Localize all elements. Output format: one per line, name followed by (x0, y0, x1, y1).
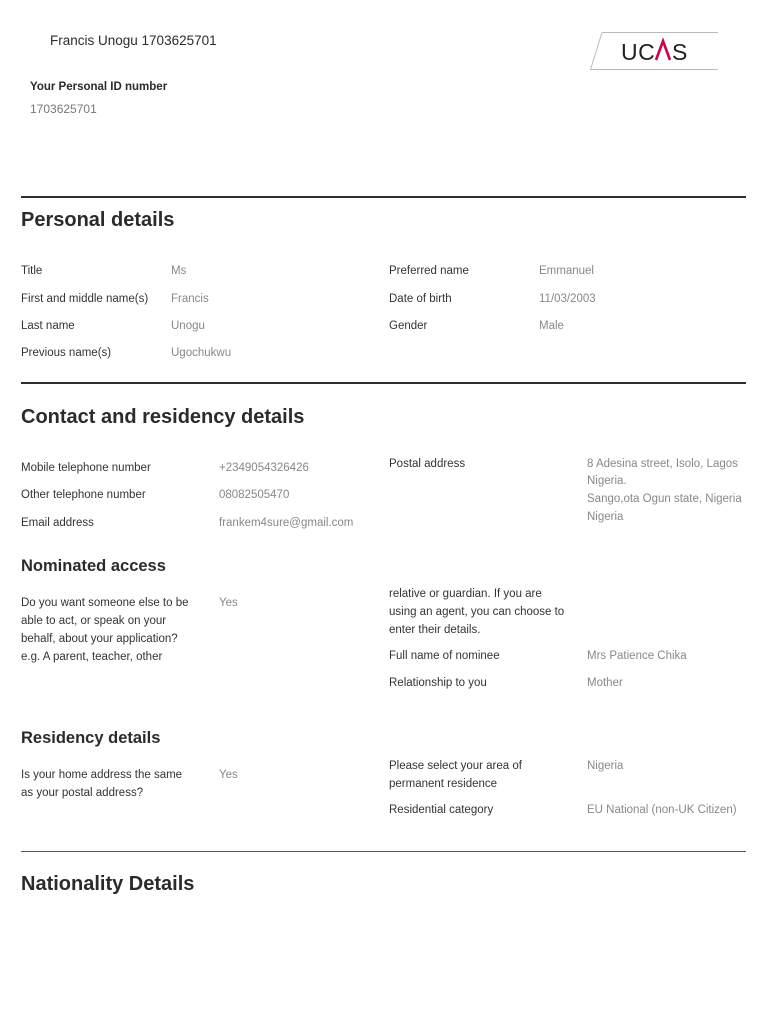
email-value: frankem4sure@gmail.com (219, 517, 354, 529)
gender-value: Male (539, 320, 564, 332)
home-same-question-line: Is your home address the same (21, 769, 183, 781)
relationship-value: Mother (587, 677, 623, 689)
nominated-question-line: e.g. A parent, teacher, other (21, 651, 163, 663)
first-name-value: Francis (171, 293, 209, 305)
area-residence-label-line: permanent residence (389, 778, 498, 790)
preferred-name-label: Preferred name (389, 265, 469, 277)
last-name-value: Unogu (171, 320, 205, 332)
ucas-logo (590, 32, 718, 70)
personal-details-heading: Personal details (21, 209, 175, 231)
nominated-question-line: Do you want someone else to be (21, 597, 189, 609)
postal-address-label: Postal address (389, 458, 466, 470)
postal-address-line: Sango,ota Ogun state, Nigeria (587, 493, 742, 505)
area-residence-label-line: Please select your area of (389, 760, 522, 772)
first-name-label: First and middle name(s) (21, 293, 149, 305)
nominated-access-heading: Nominated access (21, 557, 166, 575)
home-same-answer: Yes (219, 769, 238, 781)
contact-heading: Contact and residency details (21, 406, 305, 428)
residential-category-value: EU National (non-UK Citizen) (587, 804, 737, 816)
applicant-name-id: Francis Unogu 1703625701 (50, 33, 217, 48)
personal-id-value: 1703625701 (30, 102, 97, 116)
nominated-answer: Yes (219, 597, 238, 609)
email-label: Email address (21, 517, 94, 529)
previous-name-label: Previous name(s) (21, 347, 112, 359)
last-name-label: Last name (21, 320, 75, 332)
previous-name-value: Ugochukwu (171, 347, 232, 359)
section-divider (21, 851, 746, 852)
nominee-name-label: Full name of nominee (389, 650, 500, 662)
relationship-label: Relationship to you (389, 677, 487, 689)
home-same-question-line: as your postal address? (21, 787, 144, 799)
title-value: Ms (171, 265, 187, 277)
date-of-birth-label: Date of birth (389, 293, 452, 305)
area-residence-value: Nigeria (587, 760, 624, 772)
nominated-question-line: behalf, about your application? (21, 633, 178, 645)
section-divider (21, 382, 746, 384)
nationality-heading: Nationality Details (21, 873, 195, 895)
other-phone-label: Other telephone number (21, 489, 146, 501)
svg-text:S: S (672, 39, 688, 65)
postal-address-line: 8 Adesina street, Isolo, Lagos (587, 458, 738, 470)
mobile-label: Mobile telephone number (21, 462, 151, 474)
gender-label: Gender (389, 320, 428, 332)
residency-heading: Residency details (21, 729, 161, 747)
svg-text:UC: UC (621, 39, 656, 65)
nominated-question-line: able to act, or speak on your (21, 615, 167, 627)
postal-address-line: Nigeria (587, 511, 624, 523)
other-phone-value: 08082505470 (219, 489, 290, 501)
residential-category-label: Residential category (389, 804, 494, 816)
postal-address-line: Nigeria. (587, 475, 627, 487)
personal-id-label: Your Personal ID number (30, 81, 168, 93)
preferred-name-value: Emmanuel (539, 265, 594, 277)
date-of-birth-value: 11/03/2003 (539, 293, 596, 305)
nominated-question-line: relative or guardian. If you are (389, 588, 542, 600)
title-label: Title (21, 265, 43, 277)
mobile-value: +2349054326426 (219, 462, 309, 474)
nominated-question-line: using an agent, you can choose to (389, 606, 565, 618)
nominated-question-line: enter their details. (389, 624, 481, 636)
nominee-name-value: Mrs Patience Chika (587, 650, 687, 662)
section-divider (21, 196, 746, 198)
